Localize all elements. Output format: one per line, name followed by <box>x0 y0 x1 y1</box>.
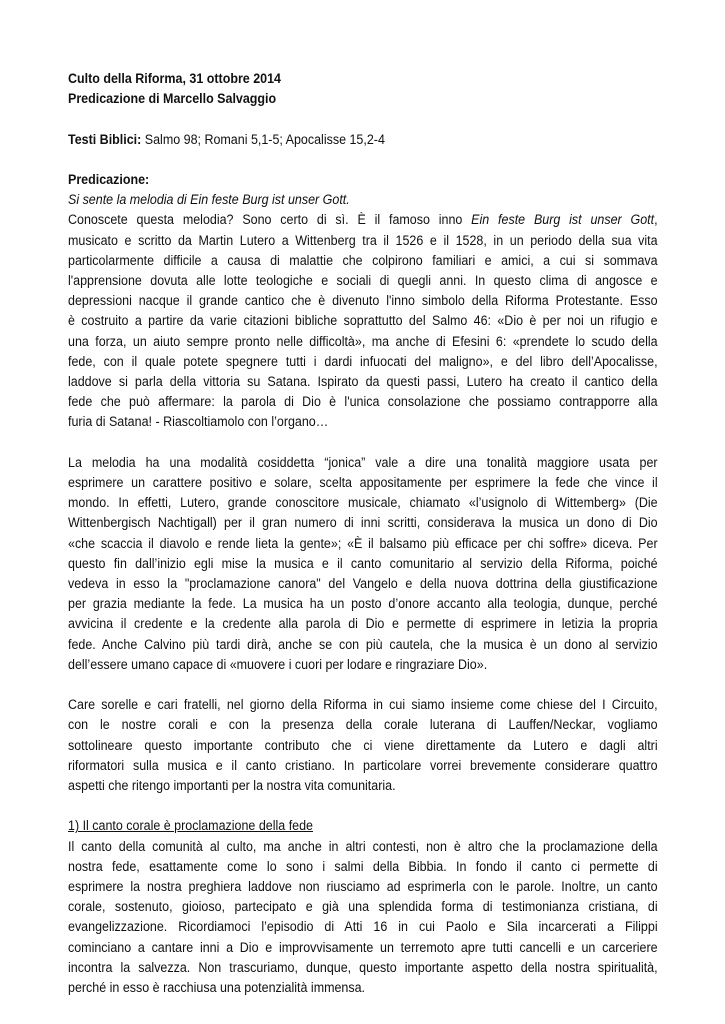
document-page <box>68 69 658 998</box>
text-line: laddove si parla della vittoria su Satana. Ispirato da questi passi, Lutero ha creato il cantico della <box>68 374 658 391</box>
text-line: depressioni nacque il grande cantico che è divenuto l'inno simbolo della Riforma Protestante. Esso <box>68 293 658 310</box>
section-heading: 1) Il canto corale è proclamazione della fede <box>68 818 313 835</box>
text-line: riformatori sulla musica e il canto cristiano. In particolare vorrei brevemente considerare quattro <box>68 757 658 774</box>
text-line: corale, sostenuto, gioioso, partecipato e già una splendida forma di testimonianza cristiana, di <box>68 899 658 916</box>
text-line: una forza, un aiuto sempre pronto nelle difficoltà», ma anche di Efesini 6: «prendete lo scudo della <box>68 333 658 350</box>
text-line: fede che può affermare: la parola di Dio è l'unica consolazione che possiamo contrapporre alla <box>68 394 658 411</box>
text-line: fede, con il quale potete spegnere tutti i dardi infuocati del maligno», e del libro dell’Apocalisse, <box>68 353 658 370</box>
text-line: Il canto della comunità al culto, ma anche in altri contesti, non è altro che la proclamazione della <box>68 838 658 855</box>
text-line: avvicina il credente e la credente alla parola di Dio e permette di esprimere in letizia la propria <box>68 616 658 633</box>
text-line: nostra fede, esattamente come lo sono i salmi della Bibbia. In fondo il canto ci permette di <box>68 858 658 875</box>
sermon-heading: Predicazione: <box>68 171 150 188</box>
text-line: vedeva in esso la "proclamazione canora" del Vangelo e della nuova dottrina della giustificazione <box>68 576 658 593</box>
document-subtitle: Predicazione di Marcello Salvaggio <box>68 91 277 108</box>
text-line: questo fin dall’inizio egli mise la musica e il canto comunitario al servizio della Riforma, poiché <box>68 555 658 572</box>
text-line: musicato e scritto da Martin Lutero a Wittenberg tra il 1526 e il 1528, in un periodo della sua vita <box>68 232 658 249</box>
stage-direction: Si sente la melodia di Ein feste Burg ist unser Gott. <box>68 192 350 209</box>
text-line: fede. Anche Calvino più tardi dirà, anche se con più cautela, che la musica è un dono al servizio <box>68 636 658 653</box>
text-line: esprimere un carattere positivo e solare, scelta appositamente per esprimere la fede che vince il <box>68 475 658 492</box>
italic-title: Ein feste Burg ist unser Gott <box>471 212 655 229</box>
bible-texts <box>68 130 658 150</box>
bible-texts-value: Salmo 98; Romani 5,1-5; Apocalisse 15,2-4 <box>141 131 385 148</box>
text-segment: Conoscete questa melodia? Sono certo di sì. È il famoso inno <box>68 212 472 229</box>
text-line: mondo. In effetti, Lutero, grande conoscitore musicale, chiamato «l’usignolo di Wittemberg» (Die <box>68 495 658 512</box>
text-line: esprimere la nostra preghiera laddove non riusciamo ad esprimerla con le parole. Inoltre, un canto <box>68 879 658 896</box>
text-line: particolarmente difficile a causa di malattie che colpirono familiari e amici, a cui si sommava <box>68 252 658 269</box>
text-line: Wittenbergisch Nachtigall) per il gran numero di inni scritti, considerava la musica un dono di Dio <box>68 515 658 532</box>
text-line: per grazia mediante la fede. La musica ha un posto d’onore accanto alla teologia, dunque, perché <box>68 596 658 613</box>
paragraph <box>68 453 658 675</box>
text-line: Care sorelle e cari fratelli, nel giorno della Riforma in cui siamo insieme come chiese del I Circuito, <box>68 697 658 714</box>
text-line: «che scaccia il diavolo e rende lieta la gente»; «È il balsamo più efficace per chi soffre» diceva. Per <box>68 535 658 552</box>
text-line: sottolineare questo importante contributo che ci viene direttamente da Lutero e dagli altri <box>68 737 658 754</box>
text-line: è costruito a partire da varie citazioni bibliche soprattutto del Salmo 46: «Dio è per noi un rifugio e <box>68 313 658 330</box>
text-line: evangelizzazione. Ricordiamoci l’episodio di Atti 16 in cui Paolo e Sila incarcerati a Filippi <box>68 919 658 936</box>
text-line: dell’essere umano capace di «muovere i cuori per lodare e ringraziare Dio». <box>68 656 488 673</box>
text-line <box>68 210 658 230</box>
text-line: cominciano a cantare inni a Dio e improvvisamente un terremoto apre tutti cancelli e un carceriere <box>68 939 658 956</box>
paragraph <box>68 695 658 796</box>
text-segment: , <box>654 212 658 229</box>
text-line: l'apprensione dovuta alle lotte teologiche e sociali di quegli anni. In questo clima di angosce e <box>68 273 658 289</box>
text-line: perché in esso è racchiusa una potenzialità immensa. <box>68 980 366 997</box>
section-body <box>68 837 658 999</box>
document-title: Culto della Riforma, 31 ottobre 2014 <box>68 71 282 87</box>
paragraph <box>68 210 658 432</box>
bible-texts-label: Testi Biblici: <box>68 131 142 148</box>
text-line: con le nostre corali e con la presenza della corale luterana di Lauffen/Neckar, vogliamo <box>68 717 658 734</box>
text-line: La melodia ha una modalità cosiddetta “jonica” vale a dire una tonalità maggiore usata per <box>68 454 658 471</box>
text-line: furia di Satana! - Riascoltiamolo con l’organo… <box>68 414 329 431</box>
text-line: aspetti che ritengo importanti per la nostra vita comunitaria. <box>68 778 396 795</box>
text-line: incontra la salvezza. Non trascuriamo, dunque, questo importante aspetto della nostra spiritualità, <box>68 959 658 976</box>
sermon-body <box>68 210 658 796</box>
